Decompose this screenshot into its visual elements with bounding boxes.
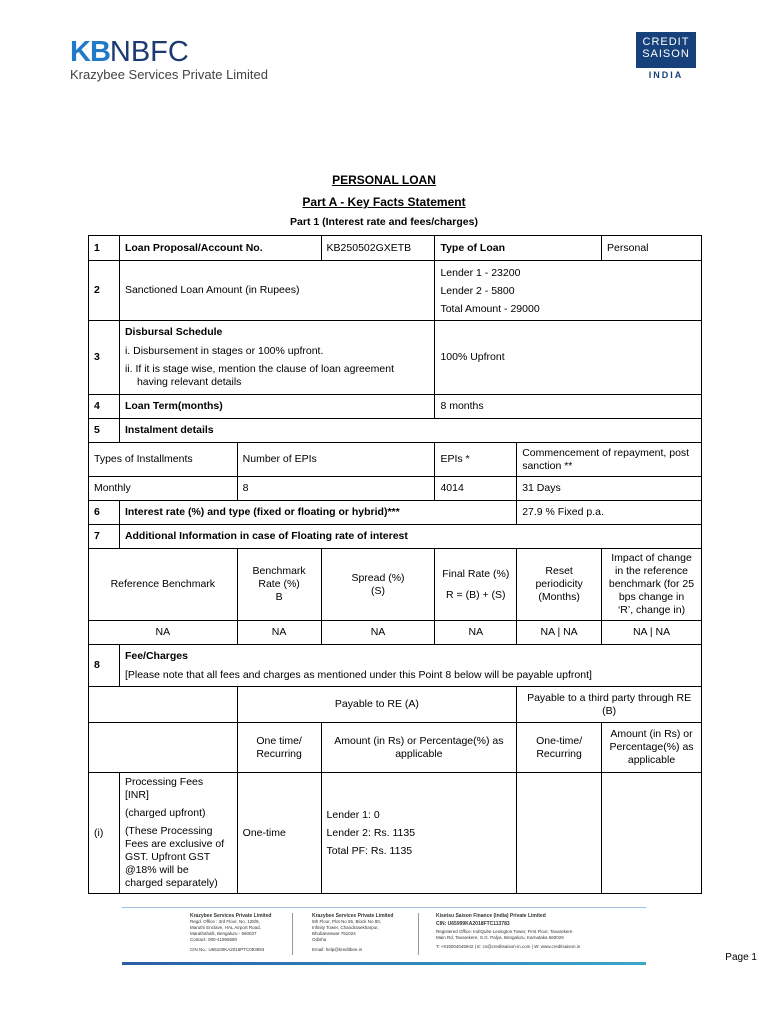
floating-rate-label: Additional Information in case of Floating rate of interest bbox=[119, 525, 701, 549]
sanctioned-lender-1: Lender 1 - 23200 bbox=[440, 267, 521, 279]
cs-logo-line3: INDIA bbox=[648, 70, 684, 80]
re-onetime-header-line2: Recurring bbox=[256, 747, 302, 760]
footer-address-2 bbox=[312, 913, 412, 953]
spread-value: NA bbox=[321, 621, 435, 645]
impact-header-line1: Impact of change in the reference bbox=[611, 552, 692, 577]
kb-logo-mark: KB bbox=[70, 36, 110, 68]
row-5-number: 5 bbox=[89, 419, 120, 443]
footer-col1-line2: Maruthi Enclave, HAL Airport Road, bbox=[190, 925, 261, 930]
footer-color-bar bbox=[122, 962, 646, 965]
impact-header-line2: benchmark (for 25 bps change in bbox=[608, 578, 695, 603]
footer-col2-line1: 5th Floor, Plot No 55, Block No 80, bbox=[312, 919, 382, 924]
footer-address-1 bbox=[190, 913, 286, 953]
row-5 bbox=[89, 419, 702, 443]
processing-fee-tp-amount bbox=[602, 773, 702, 894]
interest-rate-value: 27.9 % Fixed p.a. bbox=[517, 501, 702, 525]
processing-fee-row bbox=[89, 773, 702, 894]
fee-charges-note: [Please note that all fees and charges as mentioned under this Point 8 below will be payable upfront] bbox=[124, 668, 592, 681]
fee-charges-cell bbox=[119, 645, 701, 687]
re-amount-header-line1: Amount (in Rs) or Percentage(%) as bbox=[334, 734, 504, 747]
type-of-loan-label: Type of Loan bbox=[435, 236, 602, 261]
benchmark-rate-header-line2: Rate (%) bbox=[258, 578, 300, 590]
type-of-loan-value: Personal bbox=[602, 236, 702, 261]
re-amount-header-line2: applicable bbox=[395, 747, 443, 760]
row-4 bbox=[89, 395, 702, 419]
account-number: KB250502GXETB bbox=[321, 236, 435, 261]
sanctioned-total: Total Amount - 29000 bbox=[440, 303, 540, 315]
kb-logo-nbfc: NBFC bbox=[109, 36, 189, 68]
commencement-value: 31 Days bbox=[517, 477, 702, 501]
tp-amount-header-line3: applicable bbox=[627, 754, 676, 766]
reference-benchmark-value: NA bbox=[89, 621, 238, 645]
footer-col2-email: Email: help@kreditbee.in bbox=[312, 947, 363, 952]
row-3 bbox=[89, 321, 702, 395]
re-onetime-header-line1: One time/ bbox=[256, 734, 302, 747]
impact-value: NA | NA bbox=[602, 621, 702, 645]
interest-rate-label: Interest rate (%) and type (fixed or floating or hybrid)*** bbox=[119, 501, 516, 525]
instalment-count-header: Number of EPIs bbox=[237, 443, 435, 477]
tp-amount-header-line2: Percentage(%) as bbox=[609, 741, 694, 753]
footer-col3-title: Kisetsu Saison Finance (India) Private Limited bbox=[436, 913, 546, 919]
final-rate-header-line1: Final Rate (%) bbox=[442, 567, 510, 580]
processing-fee-label: Processing Fees [INR] bbox=[124, 776, 204, 801]
row-1-number: 1 bbox=[89, 236, 120, 261]
disbursal-line-2: ii. If it is stage wise, mention the clause of loan agreement bbox=[124, 363, 394, 375]
final-rate-value: NA bbox=[435, 621, 517, 645]
payable-header-row bbox=[89, 687, 702, 723]
processing-fee-amounts bbox=[321, 773, 517, 894]
fee-subheader-row bbox=[89, 723, 702, 773]
reference-benchmark-header: Reference Benchmark bbox=[89, 549, 238, 621]
credit-saison-logo bbox=[636, 32, 696, 84]
reset-header-line3: (Months) bbox=[538, 591, 580, 603]
re-amount-header bbox=[321, 723, 517, 773]
spread-header-line2: (S) bbox=[370, 584, 385, 597]
instalment-details-label: Instalment details bbox=[119, 419, 701, 443]
tp-onetime-header-line2: Recurring bbox=[536, 747, 582, 760]
footer-col3-reg-2: Main Rd, Tavarekere, S.G. Palya, Bengaluru, Karnataka 560029 bbox=[436, 935, 564, 940]
row-4-number: 4 bbox=[89, 395, 120, 419]
processing-fee-tp-onetime bbox=[517, 773, 602, 894]
key-facts-table bbox=[88, 235, 702, 894]
tp-onetime-header bbox=[517, 723, 602, 773]
kb-company-name: Krazybee Services Private Limited bbox=[70, 67, 268, 82]
disbursal-schedule-heading: Disbursal Schedule bbox=[124, 326, 223, 338]
processing-fee-lender-2: Lender 2: Rs. 1135 bbox=[326, 826, 416, 839]
benchmark-rate-header-line3: B bbox=[275, 591, 283, 603]
footer-col1-line3: Marathahalli, Bengaluru - 560037 bbox=[190, 931, 257, 936]
row-2 bbox=[89, 261, 702, 321]
row-6 bbox=[89, 501, 702, 525]
spread-header-line1: Spread (%) bbox=[351, 571, 405, 584]
processing-fee-upfront: (charged upfront) bbox=[124, 807, 206, 819]
row-8 bbox=[89, 645, 702, 687]
payable-blank bbox=[89, 687, 238, 723]
sanctioned-lender-2: Lender 2 - 5800 bbox=[440, 285, 515, 297]
reset-periodicity-header bbox=[517, 549, 602, 621]
footer-col1-line1: Regd. Office : 3rd Floor, No. 128/9, bbox=[190, 919, 260, 924]
processing-fee-total: Total PF: Rs. 1135 bbox=[326, 844, 413, 857]
epi-value: 4014 bbox=[435, 477, 517, 501]
page-footer bbox=[122, 907, 646, 965]
spread-header bbox=[321, 549, 435, 621]
fee-charges-label: Fee/Charges bbox=[124, 649, 188, 662]
row-1 bbox=[89, 236, 702, 261]
footer-col2-title: Krazybee Services Private Limited bbox=[312, 913, 394, 919]
footer-divider-1 bbox=[292, 913, 293, 955]
instalment-type-value: Monthly bbox=[89, 477, 238, 501]
payable-to-re-header: Payable to RE (A) bbox=[237, 687, 517, 723]
footer-col2-line4: Odisha bbox=[312, 937, 327, 942]
footer-col1-title: Krazybee Services Private Limited bbox=[190, 913, 272, 919]
row-6-number: 6 bbox=[89, 501, 120, 525]
disbursal-value: 100% Upfront bbox=[435, 321, 702, 395]
cs-logo-line2: SAISON bbox=[642, 48, 690, 60]
footer-address-3 bbox=[436, 913, 642, 950]
row-7-number: 7 bbox=[89, 525, 120, 549]
impact-header bbox=[602, 549, 702, 621]
benchmark-rate-value: NA bbox=[237, 621, 321, 645]
row-7 bbox=[89, 525, 702, 549]
disbursal-line-3: having relevant details bbox=[136, 376, 242, 388]
footer-col3-cin: CIN: U65999KA2018FTC113783 bbox=[436, 921, 510, 927]
processing-fee-onetime: One-time bbox=[237, 773, 321, 894]
tp-amount-header bbox=[602, 723, 702, 773]
commencement-header: Commencement of repayment, post sanction ** bbox=[517, 443, 702, 477]
loan-term-label: Loan Term(months) bbox=[119, 395, 435, 419]
floating-header-row bbox=[89, 549, 702, 621]
footer-col1-line4: Contact: 080-41906580 bbox=[190, 937, 238, 942]
processing-fee-label-cell bbox=[119, 773, 237, 894]
footer-col2-line3: Bhubaneswar 751024 bbox=[312, 931, 356, 936]
processing-fee-number: (i) bbox=[89, 773, 120, 894]
row-1-label: Loan Proposal/Account No. bbox=[119, 236, 321, 261]
instalment-count-value: 8 bbox=[237, 477, 435, 501]
fee-subheader-blank bbox=[89, 723, 238, 773]
footer-col3-reg-1: Registered Office: IndiQube Lexington Tower, First Floor, Tavarekere bbox=[436, 929, 573, 934]
footer-col1-cin: CIN No.: U65100KA2016PTC093993 bbox=[190, 947, 265, 952]
footer-divider-2 bbox=[418, 913, 419, 955]
row-8-number: 8 bbox=[89, 645, 120, 687]
row-2-number: 2 bbox=[89, 261, 120, 321]
krazybee-logo bbox=[70, 38, 268, 82]
impact-header-line3: ‘R’, change in) bbox=[617, 604, 686, 616]
payable-third-party-line2: (B) bbox=[602, 704, 617, 717]
sanctioned-amounts bbox=[435, 261, 702, 321]
row-3-number: 3 bbox=[89, 321, 120, 395]
document-part-title: Part A - Key Facts Statement bbox=[302, 195, 466, 209]
benchmark-rate-header bbox=[237, 549, 321, 621]
floating-value-row bbox=[89, 621, 702, 645]
disbursal-schedule-cell bbox=[119, 321, 435, 395]
final-rate-header-line2: R = (B) + (S) bbox=[446, 588, 506, 601]
loan-term-value: 8 months bbox=[435, 395, 702, 419]
footer-col3-contact: T: +915004045942 | E: cs@creditsaison-in.com | W: www.creditsaison.in bbox=[436, 944, 581, 949]
processing-fee-gst-note: (These Processing Fees are exclusive of GST. Upfront GST @18% will be charged separately) bbox=[124, 825, 225, 889]
document-subtitle: Part 1 (Interest rate and fees/charges) bbox=[290, 216, 478, 228]
footer-col2-line2: Infinity Tower, Chandrasekharpur, bbox=[312, 925, 379, 930]
payable-third-party-line1: Payable to a third party through RE bbox=[527, 691, 692, 704]
reset-periodicity-value: NA | NA bbox=[517, 621, 602, 645]
row-2-label: Sanctioned Loan Amount (in Rupees) bbox=[119, 261, 435, 321]
tp-amount-header-line1: Amount (in Rs) or bbox=[610, 728, 693, 740]
reset-header-line2: periodicity bbox=[535, 578, 583, 590]
re-onetime-header bbox=[237, 723, 321, 773]
disbursal-line-1: i. Disbursement in stages or 100% upfront. bbox=[124, 345, 324, 357]
final-rate-header bbox=[435, 549, 517, 621]
processing-fee-lender-1: Lender 1: 0 bbox=[326, 808, 380, 821]
cs-logo-line1: CREDIT bbox=[642, 36, 690, 48]
instalment-type-header: Types of Installments bbox=[89, 443, 238, 477]
tp-onetime-header-line1: One-time/ bbox=[536, 734, 583, 747]
instalment-header-row bbox=[89, 443, 702, 477]
benchmark-rate-header-line1: Benchmark bbox=[252, 565, 306, 577]
document-title: PERSONAL LOAN bbox=[332, 173, 436, 187]
payable-to-third-party-header bbox=[517, 687, 702, 723]
reset-header-line1: Reset bbox=[545, 565, 573, 577]
epi-header: EPIs * bbox=[435, 443, 517, 477]
instalment-value-row bbox=[89, 477, 702, 501]
page-number: Page 1 bbox=[725, 952, 757, 963]
